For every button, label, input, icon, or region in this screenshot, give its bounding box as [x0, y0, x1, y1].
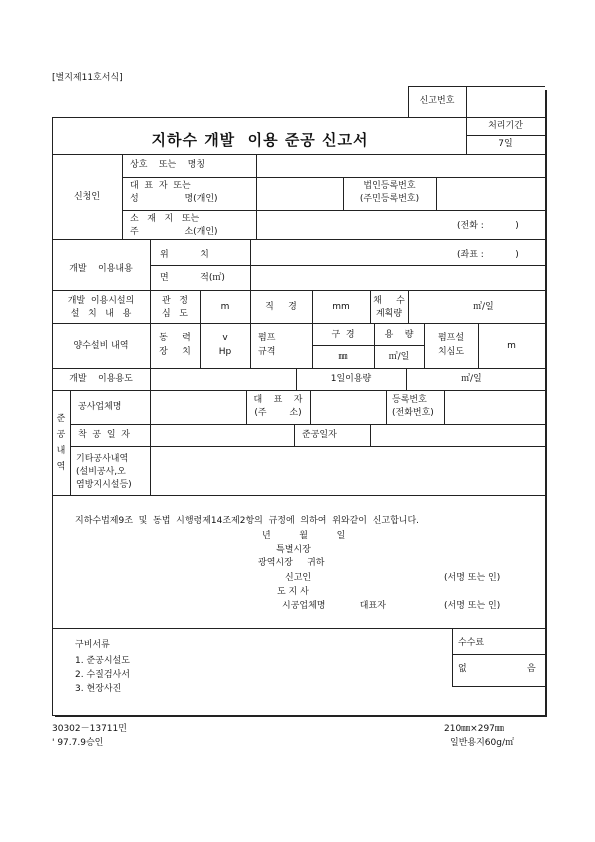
table-rule	[294, 424, 295, 446]
footer-code: 30302－13711민	[52, 724, 127, 734]
table-rule	[250, 323, 251, 368]
table-rule	[310, 390, 311, 424]
facility-label-1: 개발 이용시설의	[67, 296, 135, 306]
form-code: [별지제11호서식]	[52, 73, 123, 83]
pump-depth-label-2: 치심도	[437, 347, 465, 357]
development-label: 개발 이용내용	[69, 264, 133, 274]
table-rule	[52, 290, 545, 291]
pump-spec-label-2: 규격	[258, 347, 276, 357]
completion-char-4: 역	[56, 462, 66, 472]
usage-label: 개발 이용용도	[69, 374, 133, 384]
declaration-city-1: 특별시장	[276, 545, 311, 555]
footer-paper: 일반용지60g/㎡	[450, 738, 514, 748]
capacity-unit: ㎥/일	[388, 352, 410, 362]
bore-label: 구 경	[331, 330, 355, 340]
address-label-2: 주 소(개인)	[130, 227, 218, 237]
completion-char-1: 준	[56, 414, 66, 424]
table-rule	[70, 446, 545, 447]
fee-value-right: 음	[527, 664, 536, 674]
table-rule	[466, 135, 545, 136]
table-rule	[406, 368, 407, 390]
capacity-label: 용 량	[384, 330, 414, 340]
declaration-text: 지하수법제9조 및 동법 시행령제14조제2항의 규정에 의하여 위와같이 신고합니다.	[75, 516, 420, 526]
table-rule	[370, 424, 371, 446]
start-date-label: 착 공 일 자	[78, 430, 130, 440]
document-item-3: 3. 현장사진	[75, 684, 122, 694]
table-rule	[386, 390, 387, 424]
trade-name-label: 상호 또는 명칭	[130, 160, 206, 170]
table-rule	[150, 265, 545, 266]
diameter-label: 직 경	[265, 302, 297, 312]
pump-depth-unit: m	[507, 341, 516, 351]
table-rule	[122, 154, 123, 239]
table-rule	[256, 154, 257, 239]
applicant-label: 신청인	[73, 192, 101, 202]
completion-char-2: 공	[56, 430, 66, 440]
fee-value-left: 없	[458, 664, 467, 674]
declaration-contractor: 시공업체명 대표자	[282, 601, 386, 611]
table-rule	[424, 323, 425, 368]
declaration-applicant: 신고인	[285, 573, 312, 583]
table-rule	[545, 90, 547, 717]
phone-label: (전화 : )	[457, 221, 519, 231]
daily-usage-unit: ㎥/일	[461, 374, 482, 384]
table-rule	[122, 210, 545, 211]
table-rule	[452, 686, 545, 687]
location-label: 위 치	[160, 250, 209, 260]
depth-unit: m	[220, 302, 230, 312]
amount-unit: ㎥/일	[473, 302, 494, 312]
table-rule	[408, 86, 545, 87]
other-work-label-3: 염방지시설등)	[76, 480, 132, 490]
table-rule	[452, 654, 545, 655]
table-rule	[408, 290, 409, 323]
table-rule	[150, 323, 151, 368]
reg-no-label-2: (전화번호)	[392, 408, 434, 418]
amount-label-2: 계획량	[375, 309, 403, 319]
declaration-city-2: 광역시장 귀하	[258, 558, 325, 568]
corp-no-label-1: 법인등록번호	[363, 181, 416, 191]
completion-rep-label-2: (주 소)	[254, 408, 302, 418]
power-unit-2: Hp	[218, 347, 232, 357]
document-item-1: 1. 준공시설도	[75, 656, 130, 666]
power-label-2: 장 치	[159, 347, 191, 357]
pump-depth-label-1: 펌프설	[437, 333, 465, 343]
other-work-label-2: (설비공사,오	[76, 467, 126, 477]
footer-size: 210㎜×297㎜	[444, 724, 504, 734]
facility-label-2: 설 치 내 용	[70, 309, 132, 319]
corp-no-label-2: (주민등록번호)	[359, 194, 420, 204]
completion-rep-label-1: 대 표 자	[253, 395, 303, 405]
bore-unit: ㎜	[338, 352, 348, 362]
declaration-governor: 도 지 사	[277, 587, 309, 597]
table-rule	[150, 368, 151, 390]
table-rule	[70, 390, 71, 495]
table-rule	[312, 345, 424, 346]
table-rule	[466, 86, 467, 118]
area-label: 면 적(㎡)	[160, 273, 225, 283]
table-rule	[55, 715, 547, 717]
rep-label-1: 대 표 자 또는	[130, 181, 191, 191]
address-label-1: 소 재 지 또는	[130, 214, 200, 224]
period-value: 7일	[498, 139, 513, 149]
fee-label: 수수료	[458, 638, 485, 648]
table-rule	[444, 390, 445, 424]
declaration-sign-2: (서명 또는 인)	[444, 601, 501, 611]
pump-label: 양수설비 내역	[73, 341, 129, 351]
footer-approval: ' 97.7.9승인	[52, 738, 104, 748]
amount-label-1: 채 수	[373, 296, 405, 306]
completion-char-3: 내	[56, 446, 66, 456]
table-rule	[52, 495, 545, 496]
pump-spec-label-1: 펌프	[258, 333, 276, 343]
table-rule	[150, 446, 151, 495]
depth-label-1: 관 정	[162, 296, 188, 306]
table-rule	[70, 424, 545, 425]
power-unit-1: v	[222, 333, 228, 343]
contractor-label: 공사업체명	[78, 402, 122, 412]
declaration-date: 년 월 일	[262, 531, 346, 541]
report-no-label: 신고번호	[419, 96, 455, 106]
reg-no-label-1: 등록번호	[392, 395, 427, 405]
daily-usage-label: 1일이용량	[330, 374, 372, 384]
table-rule	[122, 177, 545, 178]
table-rule	[52, 154, 545, 155]
declaration-sign-1: (서명 또는 인)	[444, 573, 501, 583]
coords-label: (좌표 : )	[457, 250, 519, 260]
document-item-2: 2. 수질검사서	[75, 670, 130, 680]
table-rule	[150, 390, 151, 446]
period-label: 처리기간	[488, 121, 523, 131]
table-rule	[52, 368, 545, 369]
table-rule	[436, 177, 437, 210]
rep-label-2: 성 명(개인)	[130, 194, 218, 204]
end-date-label: 준공일자	[302, 430, 337, 440]
power-label-1: 동 력	[159, 333, 191, 343]
other-work-label-1: 기타공사내역	[76, 454, 129, 464]
diameter-unit: mm	[332, 302, 350, 312]
documents-title: 구비서류	[75, 640, 110, 650]
table-rule	[200, 323, 201, 368]
table-rule	[52, 239, 545, 240]
page-title: 지하수 개발 이용 준공 신고서	[151, 131, 369, 149]
depth-label-2: 심 도	[162, 309, 188, 319]
table-rule	[452, 628, 453, 686]
table-rule	[52, 390, 545, 391]
table-rule	[52, 628, 545, 629]
table-rule	[52, 323, 545, 324]
